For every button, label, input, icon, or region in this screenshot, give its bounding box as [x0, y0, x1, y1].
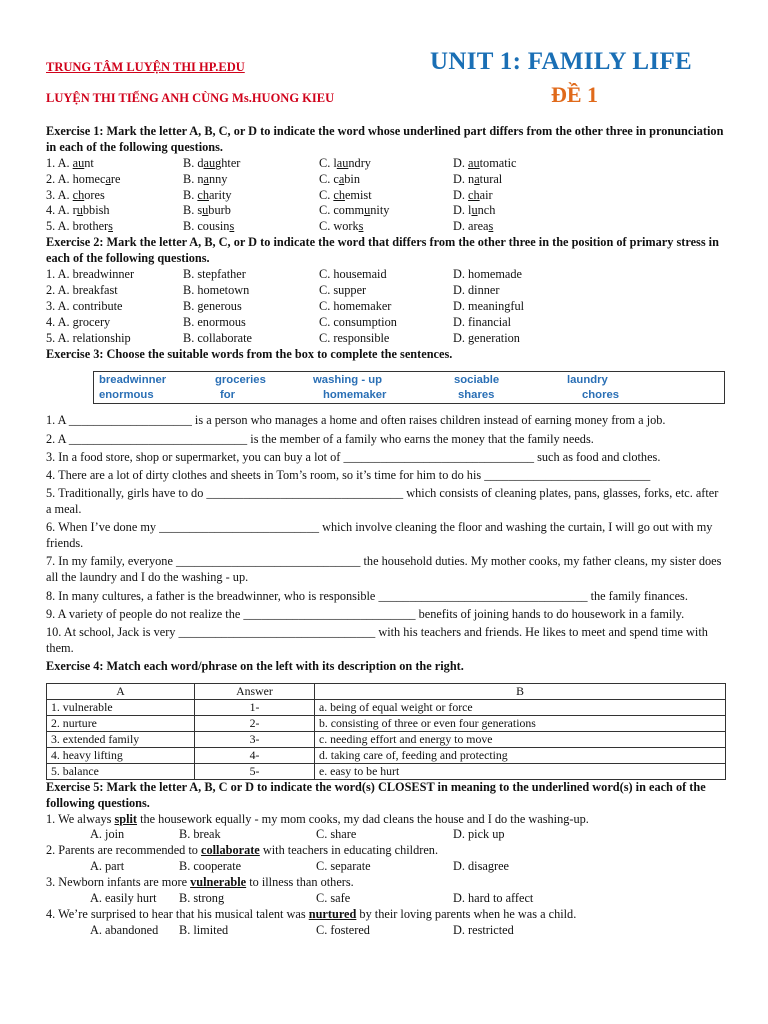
- box-word: groceries: [215, 374, 266, 387]
- option: 2. A. breakfast: [46, 282, 118, 297]
- stem-text: 4. We’re surprised to hear that his musical talent was: [46, 906, 309, 921]
- option: B. break: [179, 827, 221, 842]
- exercise-4-heading: Exercise 4: Match each word/phrase on the left with its description on the right.: [46, 658, 464, 673]
- question-stem: [46, 812, 726, 828]
- description-cell: d. taking care of, feeding and protecting: [315, 747, 726, 763]
- table-row: [47, 699, 726, 715]
- sentence-3: 3. In a food store, shop or supermarket, you can buy a lot of _______________________________ such as food and clothes.: [46, 449, 661, 464]
- sentence-9: 9. A variety of people do not realize the ____________________________ benefits of joining hands to do housework in a family.: [46, 606, 685, 621]
- sentence-8: 8. In many cultures, a father is the breadwinner, who is responsible __________________________________ the family finances.: [46, 588, 688, 603]
- option: B. limited: [179, 922, 229, 937]
- answer-cell: 3-: [195, 731, 315, 747]
- description-cell: b. consisting of three or even four generations: [315, 715, 726, 731]
- stem-text: 3. Newborn infants are more: [46, 875, 191, 890]
- option: A. join: [90, 827, 125, 842]
- matching-table: [46, 683, 726, 780]
- stem-text: 1. We always: [46, 811, 115, 826]
- option: A. easily hurt: [90, 891, 157, 906]
- description-cell: c. needing effort and energy to move: [315, 731, 726, 747]
- option: D. homemade: [453, 267, 522, 282]
- sentence-6: 6. When I’ve done my __________________________ which involve cleaning the floor and washing the curtain, I will go out with my friends.: [46, 520, 713, 551]
- table-row: [47, 747, 726, 763]
- option: C. safe: [316, 891, 351, 906]
- term-cell: 4. heavy lifting: [47, 747, 195, 763]
- question-stem: [46, 875, 726, 891]
- option: 3. A. contribute: [46, 298, 123, 313]
- stem-text: to illness than others.: [246, 875, 354, 890]
- option: C. housemaid: [319, 267, 387, 282]
- option: D. meaningful: [453, 298, 525, 313]
- teacher-name: LUYỆN THI TIẾNG ANH CÙNG Ms.HUONG KIEU: [46, 91, 335, 105]
- term-cell: 5. balance: [47, 763, 195, 779]
- question-stem: [46, 843, 726, 859]
- box-word: homemaker: [323, 389, 387, 402]
- question-row: [46, 299, 726, 315]
- col-answer-header: Answer: [195, 683, 315, 699]
- underlined-word: split: [114, 811, 138, 826]
- options-row: [46, 891, 726, 907]
- answer-cell: 2-: [195, 715, 315, 731]
- option: C. supper: [319, 282, 367, 297]
- unit-title: UNIT 1: FAMILY LIFE: [430, 48, 692, 75]
- answer-cell: 4-: [195, 747, 315, 763]
- answer-cell: 5-: [195, 763, 315, 779]
- option: B. hometown: [183, 282, 250, 297]
- description-cell: e. easy to be hurt: [315, 763, 726, 779]
- table-row: [47, 763, 726, 779]
- underlined-word: vulnerable: [190, 875, 247, 890]
- underlined-word: collaborate: [201, 843, 260, 858]
- sentence-2: 2. A _____________________________ is the member of a family who earns the money that the family needs.: [46, 431, 594, 446]
- option: C. separate: [316, 859, 371, 874]
- option: 5. A. relationship: [46, 330, 131, 345]
- description-cell: a. being of equal weight or force: [315, 699, 726, 715]
- question-row: 4. A. rubbish B. suburb C. community D. lunch: [46, 203, 496, 218]
- sentence-4: 4. There are a lot of dirty clothes and sheets in Tom’s room, so it’s time for him to do his ___________________________: [46, 468, 651, 483]
- underlined-word: nurtured: [308, 906, 357, 921]
- option: 1. A. breadwinner: [46, 267, 135, 282]
- stem-text: the housework equally - my mom cooks, my dad cleans the house and I do the washing-up.: [137, 811, 589, 826]
- sentence-7: 7. In my family, everyone ______________________________ the household duties. My mother cooks, my father cleans, my sister does all the laundry and I do the washing - up.: [46, 554, 722, 585]
- option: D. restricted: [453, 922, 514, 937]
- question-row: [46, 283, 726, 299]
- term-cell: 2. nurture: [47, 715, 195, 731]
- options-row: [46, 923, 726, 939]
- term-cell: 3. extended family: [47, 731, 195, 747]
- exercise-1-list: [46, 156, 726, 235]
- box-word: sociable: [454, 374, 500, 387]
- term-cell: 1. vulnerable: [47, 699, 195, 715]
- box-word: chores: [582, 389, 620, 402]
- option: D. generation: [453, 330, 520, 345]
- option: C. fostered: [316, 922, 370, 937]
- option: C. responsible: [319, 330, 390, 345]
- answer-cell: 1-: [195, 699, 315, 715]
- question-row: [46, 331, 726, 347]
- table-row: [47, 731, 726, 747]
- question-row: [46, 267, 726, 283]
- box-word: for: [220, 389, 236, 402]
- word-box: [93, 371, 725, 404]
- options-row: [46, 859, 726, 875]
- option: B. collaborate: [183, 330, 252, 345]
- table-row: [47, 715, 726, 731]
- box-word: laundry: [567, 374, 608, 387]
- exercise-3-sentences: [46, 413, 726, 656]
- exercise-2-heading: Exercise 2: Mark the letter A, B, C, or D to indicate the word that differs from the other three in the position of primary stress in each of the following questions.: [46, 235, 719, 266]
- option: D. dinner: [453, 282, 500, 297]
- stem-text: 2. Parents are recommended to: [46, 843, 202, 858]
- option: C. consumption: [319, 314, 397, 329]
- exercise-5-list: [46, 812, 726, 939]
- option: 4. A. grocery: [46, 314, 111, 329]
- option: B. generous: [183, 298, 242, 313]
- worksheet-content: [46, 124, 726, 939]
- table-header-row: [47, 683, 726, 699]
- option: D. disagree: [453, 859, 509, 874]
- option: B. enormous: [183, 314, 246, 329]
- option: D. financial: [453, 314, 512, 329]
- question-row: 2. A. homecare B. nanny C. cabin D. natural: [46, 171, 503, 186]
- sentence-5: 5. Traditionally, girls have to do ________________________________ which consists of cleaning plates, pans, glasses, forks, etc. after a meal.: [46, 486, 719, 517]
- question-row: 5. A. brothers B. cousins C. works D. areas: [46, 219, 494, 234]
- exercise-1-heading: Exercise 1: Mark the letter A, B, C, or D to indicate the word whose underlined part differs from the other three in pronunciation in each of the following questions.: [46, 124, 724, 154]
- option: A. abandoned: [90, 922, 159, 937]
- col-a-header: A: [47, 683, 195, 699]
- option: B. stepfather: [183, 267, 246, 282]
- box-word: shares: [458, 389, 495, 402]
- option: C. homemaker: [319, 298, 392, 313]
- option: C. share: [316, 827, 357, 842]
- exercise-5-heading: Exercise 5: Mark the letter A, B, C or D to indicate the word(s) CLOSEST in meaning to the underlined word(s) in each of the following questions.: [46, 779, 706, 810]
- col-b-header: B: [315, 683, 726, 699]
- box-word: breadwinner: [99, 374, 167, 387]
- option: B. strong: [179, 891, 225, 906]
- option: D. hard to affect: [453, 891, 534, 906]
- question-row: 3. A. chores B. charity C. chemist D. chair: [46, 187, 493, 202]
- stem-text: by their loving parents when he was a child.: [356, 906, 577, 921]
- option: D. pick up: [453, 827, 505, 842]
- question-row: [46, 315, 726, 331]
- exercise-2-list: [46, 267, 726, 346]
- center-name: TRUNG TÂM LUYỆN THI HP.EDU: [46, 60, 245, 74]
- test-number: ĐỀ 1: [551, 82, 599, 107]
- stem-text: with teachers in educating children.: [259, 843, 439, 858]
- box-word: enormous: [99, 389, 154, 402]
- box-word: washing - up: [313, 374, 383, 387]
- exercise-3-heading: Exercise 3: Choose the suitable words from the box to complete the sentences.: [46, 346, 453, 361]
- option: B. cooperate: [179, 859, 242, 874]
- option: A. part: [90, 859, 125, 874]
- sentence-10: 10. At school, Jack is very ________________________________ with his teachers and friends. He likes to meet and spend time with them.: [46, 624, 708, 655]
- options-row: [46, 827, 726, 843]
- question-stem: [46, 907, 726, 923]
- matching-rows: [47, 699, 726, 779]
- question-row: 1. A. aunt B. daughter C. laundry D. automatic: [46, 155, 517, 170]
- sentence-1: 1. A ____________________ is a person who manages a home and often raises children instead of earning money from a job.: [46, 413, 666, 428]
